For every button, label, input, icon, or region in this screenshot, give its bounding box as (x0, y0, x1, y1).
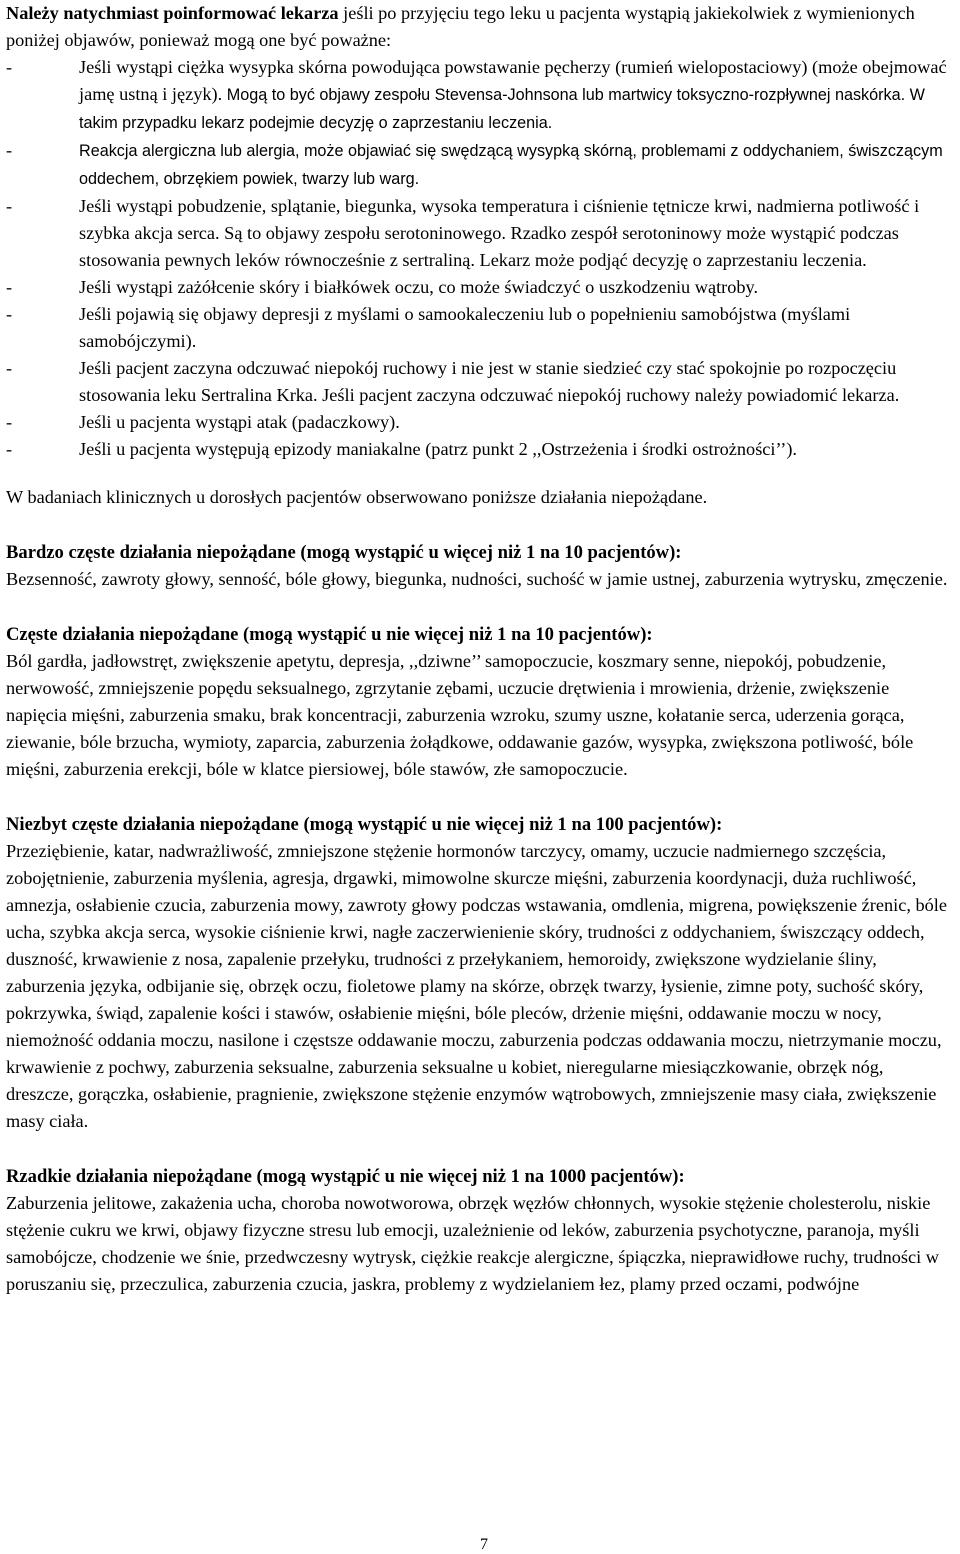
warning-item (6, 355, 954, 409)
clinical-note: W badaniach klinicznych u dorosłych pacjentów obserwowano poniższe działania niepożądane. (6, 487, 708, 507)
warning-list (6, 54, 954, 463)
warning-text: Jeśli u pacjenta wystąpi atak (padaczkowy). (79, 412, 400, 432)
section-heading-very-common: Bardzo częste działania niepożądane (mogą wystąpić u więcej niż 1 na 10 pacjentów): (6, 542, 682, 563)
intro-rest: jeśli po przyjęciu tego leku u pacjenta wystąpią jakiekolwiek z wymienionych poniżej objawów, ponieważ mogą one być poważne: (6, 3, 915, 50)
warning-item (6, 137, 954, 193)
section-body-rare: Zaburzenia jelitowe, zakażenia ucha, choroba nowotworowa, obrzęk węzłów chłonnych, wysokie stężenie cholesterolu, niskie stężenie cukru we krwi, objawy fizyczne stresu lub emocji, uzależnienie od leków, zaburzenia psychotyczne, paranoja, myśli samobójcze, chodzenie we śnie, przedwczesny wytrysk, ciężkie reakcje alergiczne, śpiączka, nieprawidłowe ruchy, trudności w poruszaniu się, przeczulica, zaburzenia czucia, jaskra, problemy z wydzielaniem łez, plamy przed oczami, podwójne (6, 1193, 939, 1294)
list-dash: - (6, 304, 13, 324)
warning-item (6, 436, 954, 463)
warning-text: Jeśli pacjent zaczyna odczuwać niepokój ruchowy i nie jest w stanie siedzieć czy stać spokojnie po rozpoczęciu stosowania leku Sertralina Krka. Jeśli pacjent zaczyna odczuwać niepokój ruchowy należy powiadomić lekarza. (79, 358, 900, 405)
list-dash: - (6, 412, 13, 432)
warning-text-sans: Mogą to być objawy zespołu Stevensa-Johnsona lub martwicy toksyczno-rozpływnej naskórka. W takim przypadku lekarz podejmie decyzję o zaprzestaniu leczenia. (79, 86, 925, 132)
page-number: 7 (480, 1536, 488, 1553)
list-dash: - (6, 196, 13, 216)
list-dash: - (6, 277, 13, 297)
section-heading-uncommon: Niezbyt częste działania niepożądane (mogą wystąpić u nie więcej niż 1 na 100 pacjentów): (6, 814, 723, 835)
warning-text: Jeśli wystąpi pobudzenie, splątanie, biegunka, wysoka temperatura i ciśnienie tętnicze krwi, nadmierna potliwość i szybka akcja serca. Są to objawy zespołu serotoninowego. Rzadko zespół serotoninowy może wystąpić podczas stosowania pewnych leków równocześnie z sertraliną. Lekarz może podjąć decyzję o zaprzestaniu leczenia. (79, 196, 920, 270)
list-dash: - (6, 439, 13, 459)
section-body-very-common: Bezsenność, zawroty głowy, senność, bóle głowy, biegunka, nudności, suchość w jamie ustnej, zaburzenia wytrysku, zmęczenie. (6, 569, 948, 589)
section-heading-common: Częste działania niepożądane (mogą wystąpić u nie więcej niż 1 na 10 pacjentów): (6, 624, 653, 645)
list-dash: - (6, 358, 13, 378)
intro-paragraph (6, 0, 954, 54)
section-body-uncommon: Przeziębienie, katar, nadwrażliwość, zmniejszone stężenie hormonów tarczycy, omamy, uczucie nadmiernego szczęścia, zobojętnienie, zaburzenia myślenia, agresja, drgawki, mimowolne skurcze mięśni, zaburzenia koordynacji, duża ruchliwość, amnezja, osłabienie czucia, zaburzenia mowy, zawroty głowy podczas wstawania, omdlenia, migrena, powiększenie źrenic, bóle ucha, szybka akcja serca, wysokie ciśnienie krwi, nagłe zaczerwienienie skóry, trudności z oddychaniem, świszczący oddech, duszność, krwawienie z nosa, zapalenie przełyku, trudności z przełykaniem, hemoroidy, zwiększone wydzielanie śliny, zaburzenia języka, odbijanie się, obrzęk oczu, fioletowe plamy na skórze, obrzęk twarzy, łysienie, zimne poty, suchość skóry, pokrzywka, świąd, zapalenie kości i stawów, osłabienie mięśni, bóle pleców, drżenie mięśni, oddawanie moczu w nocy, niemożność oddania moczu, nasilone i częstsze oddawanie moczu, zaburzenia podczas oddawania moczu, nietrzymanie moczu, krwawienie z pochwy, zaburzenia seksualne, zaburzenia seksualne u kobiet, nieregularne miesiączkowanie, obrzęk nóg, dreszcze, gorączka, osłabienie, pragnienie, zwiększone stężenie enzymów wątrobowych, zmniejszenie masy ciała, zwiększenie masy ciała. (6, 841, 947, 1131)
list-dash: - (6, 57, 13, 77)
warning-item (6, 409, 954, 436)
section-body-common: Ból gardła, jadłowstręt, zwiększenie apetytu, depresja, ,,dziwne’’ samopoczucie, koszmary senne, niepokój, pobudzenie, nerwowość, zmniejszenie popędu seksualnego, zgrzytanie zębami, uczucie drętwienia i mrowienia, drżenie, zwiększenie napięcia mięśni, zaburzenia smaku, brak koncentracji, zaburzenia wzroku, szumy uszne, kołatanie serca, uderzenia gorąca, ziewanie, bóle brzucha, wymioty, zaparcia, zaburzenia żołądkowe, oddawanie gazów, wysypka, zwiększona potliwość, bóle mięśni, zaburzenia erekcji, bóle w klatce piersiowej, bóle stawów, złe samopoczucie. (6, 651, 914, 779)
warning-item (6, 274, 954, 301)
warning-item (6, 54, 954, 137)
warning-item (6, 301, 954, 355)
warning-text: Jeśli wystąpi ciężka wysypka skórna powodująca powstawanie pęcherzy (rumień wielopostaciowy) (może obejmować jamę ustną i język). (79, 57, 947, 104)
warning-text: Jeśli pojawią się objawy depresji z myślami o samookaleczeniu lub o popełnieniu samobójstwa (myślami samobójczymi). (79, 304, 851, 351)
warning-item (6, 193, 954, 274)
intro-bold: Należy natychmiast poinformować lekarza (6, 3, 339, 23)
warning-text-sans: Reakcja alergiczna lub alergia, może objawiać się swędzącą wysypką skórną, problemami z oddychaniem, świszczącym oddechem, obrzękiem powiek, twarzy lub warg. (79, 142, 943, 188)
warning-text: Jeśli u pacjenta występują epizody maniakalne (patrz punkt 2 ,,Ostrzeżenia i środki ostrożności’’). (79, 439, 797, 459)
list-dash: - (6, 140, 13, 160)
section-heading-rare: Rzadkie działania niepożądane (mogą wystąpić u nie więcej niż 1 na 1000 pacjentów): (6, 1166, 685, 1187)
document-page (6, 0, 954, 1298)
warning-text: Jeśli wystąpi zażółcenie skóry i białkówek oczu, co może świadczyć o uszkodzeniu wątroby. (79, 277, 759, 297)
